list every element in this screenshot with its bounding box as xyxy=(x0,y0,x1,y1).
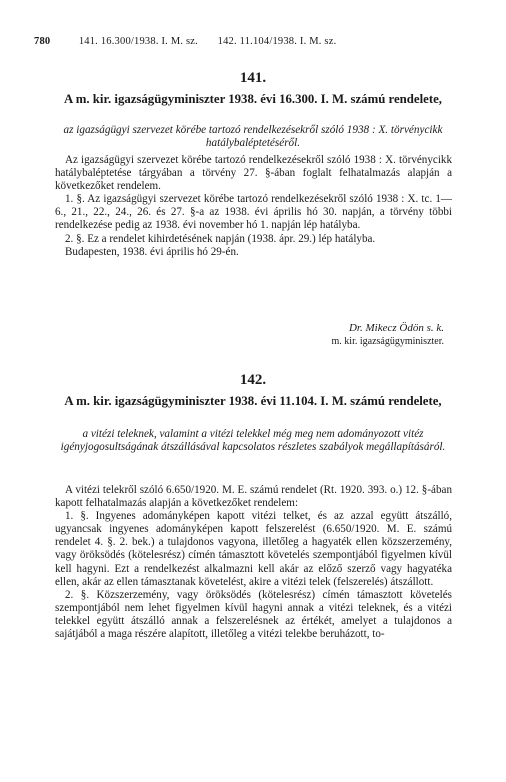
section-number: 141. xyxy=(239,70,267,86)
header-reference-141: 141. 16.300/1938. I. M. sz. xyxy=(78,36,198,47)
paragraph: 2. §. Közszerzemény, vagy öröksödés (kötelesrész) címén támasztott követelés szempontjából nem lehet figyelmen kívül hagyni annak a vitézi teleknek, és a vitézi telekkel együtt átszálló annak a felszerelésnek az értékét, amelyet a tulajdonos a sajátjából a maga részére alapított, illetőleg a vitézi telekbe beruházott, to- xyxy=(55,588,452,641)
paragraph: 1. §. Ingyenes adományképen kapott vitézi telket, és az azzal együtt átszálló, ugyancsak ingyenes adományképen kapott felszerelést (6.650/1920. M. E. számú rendelet 4. §. 2. bek.) a tulajdonos vagyona, illetőleg a hagyaték ellen közszerzemény, vagy öröksödés (kötelesrész) címén támasztott követelés szempontjából figyelmen kívül kell hagyni. Ezt a rendelkezést alkalmazni kell akár az előző szerző vagy hagyatéka ellen, akár az ellen támasztanak követelést, akire a vitézi telek (felszerelés) átszállott. xyxy=(55,510,452,588)
section-subtitle: a vitézi teleknek, valamint a vitézi telekkel még meg nem adományozott vitéz igényjogosultságának átszállásával kapcsolatos részletes szabályok megállapításáról. xyxy=(60,428,446,453)
paragraph: Az igazságügyi szervezet körébe tartozó rendelkezésekről szóló 1938 : X. törvénycikk hatálybaléptetése tárgyában a törvény 27. §-ában foglalt felhatalmazás alapján a következőket rendelem. xyxy=(55,154,452,193)
section-body xyxy=(55,154,452,259)
signatory-role: m. kir. igazságügyminiszter. xyxy=(331,336,444,347)
running-header xyxy=(34,36,472,47)
paragraph: A vitézi telekről szóló 6.650/1920. M. E. számú rendelet (Rt. 1920. 393. o.) 12. §-ában kapott felhatalmazás alapján a következőket rendelem: xyxy=(55,484,452,510)
section-number: 142. xyxy=(239,372,267,388)
page-number: 780 xyxy=(34,36,51,47)
section-subtitle: az igazságügyi szervezet körébe tartozó rendelkezésekről szóló 1938 : X. törvénycikk hatálybaléptetéséről. xyxy=(63,124,443,149)
date-line: Budapesten, 1938. évi április hó 29-én. xyxy=(65,245,239,258)
section-body xyxy=(55,484,452,641)
header-reference-142: 142. 11.104/1938. I. M. sz. xyxy=(217,36,337,47)
paragraph: 1. §. Az igazságügyi szervezet körébe tartozó rendelkezésekről szóló 1938 : X. tc. 1—6., 21., 22., 24., 26. és 27. §-a az 1938. évi április hó 30. napján, a törvény többi rendelkezése pedig az 1938. évi november hó 1. napján lép hatályba. xyxy=(55,193,452,232)
signature-block xyxy=(332,322,444,348)
paragraph: 2. §. Ez a rendelet kihirdetésének napján (1938. ápr. 29.) lép hatályba. xyxy=(65,232,376,245)
section-title: A m. kir. igazságügyminiszter 1938. évi 16.300. I. M. számú rendelete, xyxy=(64,92,442,106)
section-title: A m. kir. igazságügyminiszter 1938. évi 11.104. I. M. számú rendelete, xyxy=(64,394,442,408)
signatory-name: Dr. Mikecz Ödön s. k. xyxy=(348,322,444,334)
